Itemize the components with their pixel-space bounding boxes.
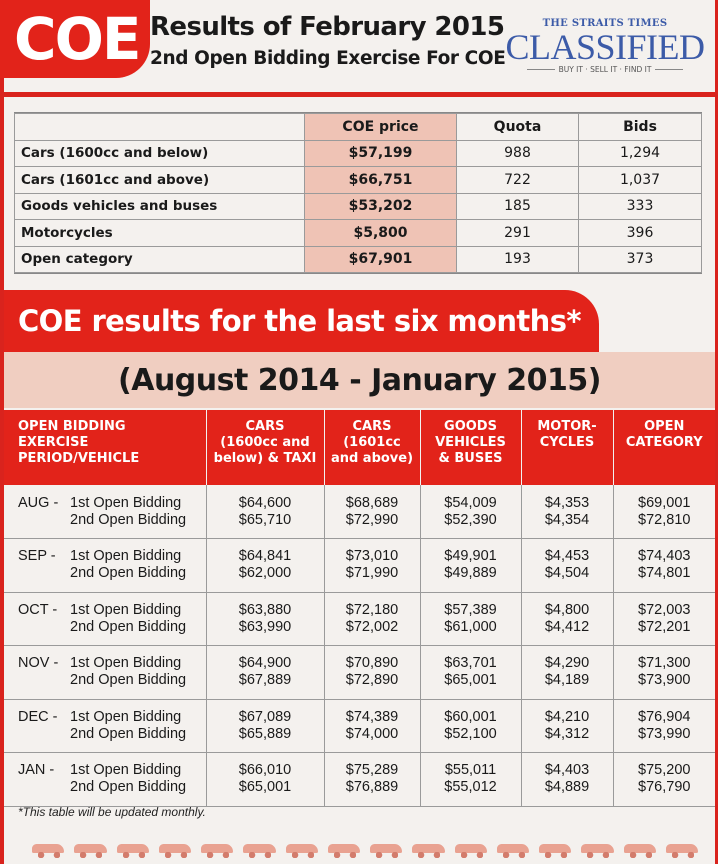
cars-small-value: $65,889 [238,725,292,742]
header-titles [150,12,506,69]
car-icon [72,838,108,858]
open-category-value: $72,810 [638,511,691,528]
current-header-bids: Bids [579,114,702,141]
bidding-period [4,485,206,539]
current-table-row [15,167,702,194]
period-line [18,655,206,672]
quota-value: 193 [457,246,579,273]
open-category-value: $74,403 [638,548,691,565]
cars-large-value-cell [324,592,420,646]
header-line: CARS [352,419,392,434]
six-month-table [4,410,715,807]
open-category-value: $73,900 [638,672,691,689]
goods-vehicles-value-cell [420,753,521,807]
current-table-row [15,246,702,273]
cars-large-value: $72,180 [345,601,399,618]
header [0,0,718,108]
cars-small-value-cell [206,753,324,807]
open-category-value-cell [613,539,715,593]
cars-large-value-cell [324,699,420,753]
goods-vehicles-value: $55,012 [444,779,497,796]
cars-small-value: $64,841 [238,548,292,565]
page-title: Results of February 2015 [150,12,505,42]
goods-vehicles-value: $61,000 [444,618,497,635]
history-column-header [324,410,420,485]
goods-vehicles-value: $57,389 [444,601,497,618]
header-line: (1601cc [343,435,401,450]
open-category-value: $72,003 [638,601,691,618]
motorcycles-value-cell [521,539,613,593]
coe-price: $66,751 [305,167,457,194]
goods-vehicles-value: $52,100 [444,725,497,742]
open-category-value-cell [613,753,715,807]
bidding-period [4,592,206,646]
open-category-value: $69,001 [638,494,691,511]
car-icon [622,838,658,858]
header-line: EXERCISE [18,435,89,450]
car-icon [30,838,66,858]
tagline-rule-right [655,69,683,70]
motorcycles-value: $4,800 [544,601,590,618]
cars-large-value: $72,002 [345,618,399,635]
cars-large-value-cell [324,485,420,539]
bidding-period [4,539,206,593]
goods-vehicles-value: $63,701 [444,655,497,672]
history-column-header [613,410,715,485]
bids-value: 373 [579,246,702,273]
goods-vehicles-value-cell [420,539,521,593]
month-label: SEP - [18,548,56,565]
current-table-row [15,193,702,220]
quota-value: 722 [457,167,579,194]
motorcycles-value: $4,453 [544,548,590,565]
brand-tagline: BUY IT · SELL IT · FIND IT [558,65,652,74]
history-table-row [4,646,715,700]
period-line [18,672,206,689]
round-label: 2nd Open Bidding [70,725,187,742]
month-label: NOV - [18,655,59,672]
car-icon [157,838,193,858]
straits-times-classified-logo [500,18,710,74]
motorcycles-value: $4,312 [544,725,590,742]
goods-vehicles-value-cell [420,646,521,700]
brand-name: CLASSIFIED [505,27,705,67]
cars-large-value: $72,990 [345,511,399,528]
cars-large-value: $68,689 [345,494,399,511]
publisher-name: THE STRAITS TIMES [542,18,668,29]
car-icon [368,838,404,858]
open-category-value-cell [613,646,715,700]
decorative-cars-strip [30,832,700,858]
round-label: 1st Open Bidding [70,548,182,565]
round-label: 1st Open Bidding [70,708,182,725]
goods-vehicles-value-cell [420,485,521,539]
history-table-row [4,539,715,593]
motorcycles-value-cell [521,592,613,646]
round-label: 2nd Open Bidding [70,511,187,528]
open-category-value: $73,990 [638,725,691,742]
open-category-value-cell [613,699,715,753]
goods-vehicles-value: $49,901 [444,548,497,565]
goods-vehicles-value: $49,889 [444,565,497,582]
period-line [18,779,206,796]
header-divider [0,92,718,97]
car-icon [199,838,235,858]
history-table-row [4,485,715,539]
coe-logo [0,0,150,78]
motorcycles-value: $4,403 [544,762,590,779]
header-line: CARS [245,419,285,434]
history-column-header [206,410,324,485]
history-table-body [4,485,715,806]
motorcycles-value: $4,353 [544,494,590,511]
history-table-row [4,592,715,646]
cars-small-value: $64,900 [238,655,292,672]
history-column-header [521,410,613,485]
six-month-banner-title: COE results for the last six months* [18,304,581,338]
cars-large-value: $76,889 [345,779,399,796]
coe-logo-text: COE [14,5,140,73]
current-table-row [15,140,702,167]
current-results-table [14,112,702,274]
goods-vehicles-value: $65,001 [444,672,497,689]
open-category-value: $75,200 [638,762,691,779]
car-icon [453,838,489,858]
vehicle-category: Cars (1601cc and above) [15,167,305,194]
period-line [18,602,206,619]
cars-small-value-cell [206,485,324,539]
car-icon [495,838,531,858]
cars-large-value: $71,990 [345,565,399,582]
history-column-header [4,410,206,485]
round-label: 1st Open Bidding [70,601,182,618]
motorcycles-value-cell [521,485,613,539]
vehicle-category: Cars (1600cc and below) [15,140,305,167]
motorcycles-value-cell [521,646,613,700]
motorcycles-value-cell [521,699,613,753]
header-line: VEHICLES [435,435,506,450]
current-header-quota: Quota [457,114,579,141]
goods-vehicles-value: $52,390 [444,511,497,528]
car-icon [284,838,320,858]
coe-price: $53,202 [305,193,457,220]
goods-vehicles-value: $55,011 [444,762,497,779]
period-line [18,512,206,529]
motorcycles-value: $4,504 [544,565,590,582]
current-table-body [15,140,702,273]
motorcycles-value-cell [521,753,613,807]
current-header-price: COE price [305,114,457,141]
goods-vehicles-value-cell [420,699,521,753]
header-line: CYCLES [539,435,595,450]
car-icon [241,838,277,858]
car-icon [537,838,573,858]
tagline-rule-left [527,69,555,70]
header-line: OPEN BIDDING [18,419,126,434]
month-label: AUG - [18,494,59,511]
goods-vehicles-value: $60,001 [444,708,497,725]
cars-small-value: $63,880 [238,601,292,618]
cars-small-value: $64,600 [238,494,292,511]
open-category-value-cell [613,485,715,539]
quota-value: 988 [457,140,579,167]
motorcycles-value: $4,189 [544,672,590,689]
cars-small-value: $66,010 [238,762,292,779]
cars-large-value-cell [324,753,420,807]
round-label: 1st Open Bidding [70,494,182,511]
history-table-row [4,753,715,807]
round-label: 2nd Open Bidding [70,565,187,582]
car-icon [410,838,446,858]
header-line: CATEGORY [625,435,703,450]
open-category-value: $74,801 [638,565,691,582]
motorcycles-value: $4,889 [544,779,590,796]
header-line: PERIOD/VEHICLE [18,451,140,466]
header-line: below) & TAXI [213,451,317,466]
cars-small-value-cell [206,699,324,753]
coe-price: $67,901 [305,246,457,273]
cars-large-value: $72,890 [345,672,399,689]
bidding-period [4,646,206,700]
vehicle-category: Goods vehicles and buses [15,193,305,220]
cars-small-value: $63,990 [238,618,292,635]
open-category-value: $71,300 [638,655,691,672]
round-label: 1st Open Bidding [70,655,182,672]
cars-small-value: $62,000 [238,565,292,582]
cars-small-value: $67,889 [238,672,292,689]
car-icon [579,838,615,858]
month-label: DEC - [18,708,58,725]
page-subtitle: 2nd Open Bidding Exercise For COE [150,48,506,69]
quota-value: 291 [457,220,579,247]
period-line [18,565,206,582]
period-line [18,726,206,743]
cars-large-value: $74,000 [345,725,399,742]
cars-large-value: $70,890 [345,655,399,672]
six-month-banner [4,290,599,352]
goods-vehicles-value-cell [420,592,521,646]
goods-vehicles-value: $54,009 [444,494,497,511]
open-category-value: $76,904 [638,708,691,725]
cars-large-value-cell [324,539,420,593]
month-label: OCT - [18,601,58,618]
open-category-value-cell [613,592,715,646]
coe-price: $57,199 [305,140,457,167]
car-icon [115,838,151,858]
period-band [4,352,715,408]
header-line: GOODS [444,419,497,434]
cars-large-value: $75,289 [345,762,399,779]
round-label: 2nd Open Bidding [70,779,187,796]
current-table-row [15,220,702,247]
cars-large-value: $73,010 [345,548,399,565]
history-header-row [4,410,715,485]
period-line [18,548,206,565]
footnote: *This table will be updated monthly. [18,805,206,819]
bids-value: 333 [579,193,702,220]
vehicle-category: Motorcycles [15,220,305,247]
header-line: and above) [330,451,414,466]
cars-small-value-cell [206,592,324,646]
coe-price: $5,800 [305,220,457,247]
cars-small-value-cell [206,539,324,593]
history-table-row [4,699,715,753]
bids-value: 1,294 [579,140,702,167]
motorcycles-value: $4,412 [544,618,590,635]
cars-large-value-cell [324,646,420,700]
car-icon [326,838,362,858]
period-line [18,762,206,779]
open-category-value: $76,790 [638,779,691,796]
bidding-period [4,753,206,807]
header-line: OPEN [644,419,685,434]
current-table-header-row [15,114,702,141]
month-label: JAN - [18,762,55,779]
round-label: 2nd Open Bidding [70,618,187,635]
motorcycles-value: $4,210 [544,708,590,725]
cars-small-value: $65,710 [238,511,292,528]
period-line [18,619,206,636]
quota-value: 185 [457,193,579,220]
motorcycles-value: $4,354 [544,511,590,528]
car-icon [664,838,700,858]
round-label: 2nd Open Bidding [70,672,187,689]
open-category-value: $72,201 [638,618,691,635]
current-header-category [15,114,305,141]
period-label: (August 2014 - January 2015) [118,362,601,398]
cars-large-value: $74,389 [345,708,399,725]
bidding-period [4,699,206,753]
cars-small-value-cell [206,646,324,700]
period-line [18,709,206,726]
bids-value: 396 [579,220,702,247]
bids-value: 1,037 [579,167,702,194]
cars-small-value: $65,001 [238,779,292,796]
history-column-header [420,410,521,485]
cars-small-value: $67,089 [238,708,292,725]
motorcycles-value: $4,290 [544,655,590,672]
round-label: 1st Open Bidding [70,762,182,779]
header-line: MOTOR- [537,419,597,434]
period-line [18,495,206,512]
header-line: & BUSES [438,451,503,466]
vehicle-category: Open category [15,246,305,273]
header-line: (1600cc and [220,435,310,450]
